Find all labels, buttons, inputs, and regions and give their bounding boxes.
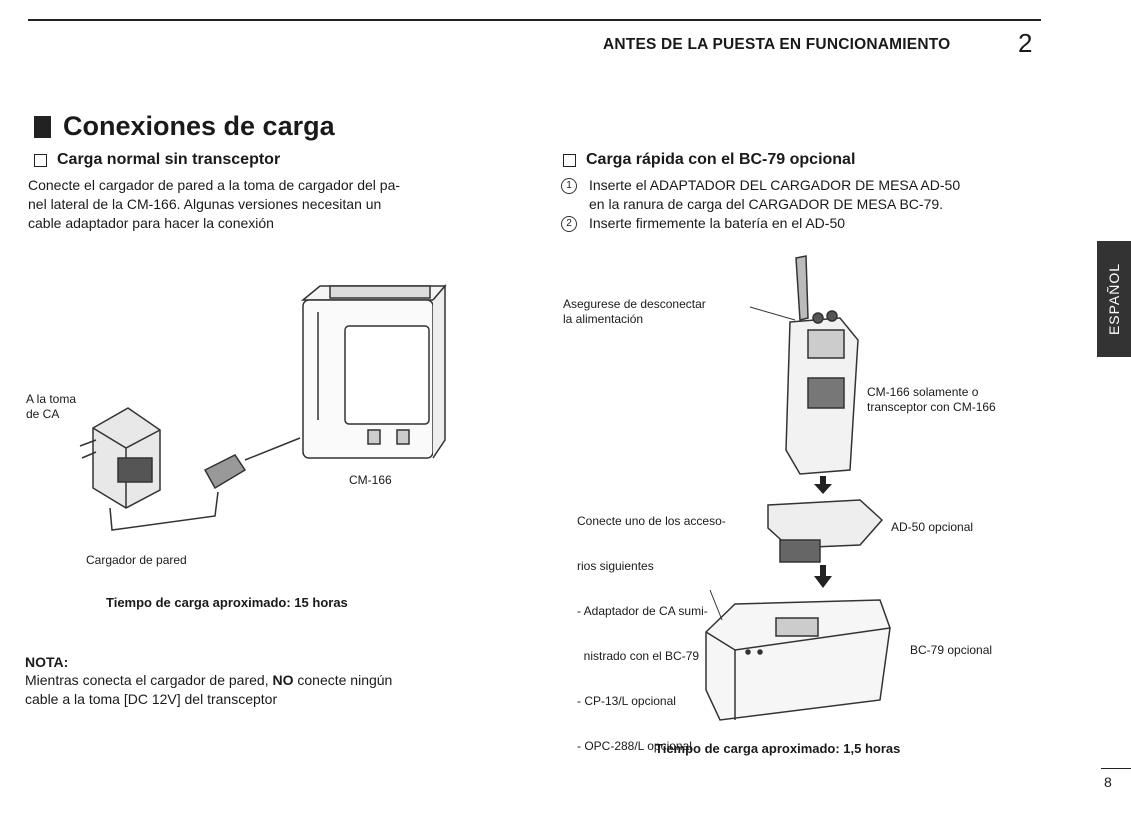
label-line: de CA <box>26 407 60 421</box>
ad50-adapter-illustration <box>768 500 882 562</box>
chapter-title: ANTES DE LA PUESTA EN FUNCIONAMIENTO <box>603 36 951 53</box>
transceiver-illustration <box>786 256 858 474</box>
step-line: en la ranura de carga del CARGADOR DE MESA BC-79. <box>589 196 944 212</box>
paragraph-line: nel lateral de la CM-166. Algunas versiones necesitan un <box>28 196 382 212</box>
label-line: nistrado con el BC-79 <box>577 649 700 663</box>
wall-charger-label: Cargador de pared <box>86 553 187 567</box>
steps-list <box>561 176 960 233</box>
label-line: transceptor con CM-166 <box>867 400 996 414</box>
note-text <box>25 671 392 709</box>
label-line: - Adaptador de CA sumi- <box>577 604 708 618</box>
paragraph-line: Conecte el cargador de pared a la toma de cargador del pa- <box>28 177 401 193</box>
bc79-label: BC-79 opcional <box>910 643 993 657</box>
page-number: 8 <box>1104 774 1112 790</box>
note-title: NOTA: <box>25 654 69 670</box>
ac-outlet-label <box>26 392 76 422</box>
language-tab-label: ESPAÑOL <box>1106 262 1122 336</box>
step-item <box>561 176 960 214</box>
accessories-label <box>577 484 726 769</box>
label-line: - CP-13/L opcional <box>577 694 676 708</box>
disconnect-label <box>563 297 706 327</box>
right-subtitle-text: Carga rápida con el BC-79 opcional <box>586 151 856 168</box>
bc79-charger-illustration <box>706 600 890 720</box>
label-line: la alimentación <box>563 312 644 326</box>
checkbox-icon <box>563 154 576 167</box>
label-line: CM-166 solamente o <box>867 385 979 399</box>
wall-charger-illustration <box>80 408 300 530</box>
label-line: A la toma <box>26 392 77 406</box>
step-item <box>561 214 960 233</box>
cm166-charger-illustration <box>303 286 445 458</box>
cm166-only-label <box>867 385 996 415</box>
label-line: Conecte uno de los acceso- <box>577 514 726 528</box>
step-line: Inserte firmemente la batería en el AD-50 <box>589 215 846 231</box>
note-line <box>25 671 392 690</box>
language-tab <box>1097 241 1131 357</box>
section-title-text: Conexiones de carga <box>63 111 335 141</box>
right-subtitle <box>563 151 855 169</box>
step-line: Inserte el ADAPTADOR DEL CARGADOR DE MESA AD-50 <box>589 177 961 193</box>
step-number: 1 <box>561 178 577 194</box>
chapter-number: 2 <box>1018 28 1033 58</box>
left-subtitle-text: Carga normal sin transceptor <box>57 151 281 168</box>
ad50-label: AD-50 opcional <box>891 520 974 534</box>
page-number-rule <box>1101 768 1131 769</box>
note-line: cable a la toma [DC 12V] del transceptor <box>25 691 278 707</box>
paragraph-line: cable adaptador para hacer la conexión <box>28 215 274 231</box>
step-number: 2 <box>561 216 577 232</box>
note-text-part: Mientras conecta el cargador de pared, <box>25 672 273 688</box>
note-text-part: conecte ningún <box>293 672 393 688</box>
label-line: - OPC-288/L opcional <box>577 739 692 753</box>
label-line: rios siguientes <box>577 559 654 573</box>
label-line: Asegurese de desconectar <box>563 297 706 311</box>
cm166-label: CM-166 <box>349 473 392 487</box>
left-charge-time: Tiempo de carga aproximado: 15 horas <box>106 595 348 610</box>
note-emphasis: NO <box>272 672 294 688</box>
right-charge-time: Tiempo de carga aproximado: 1,5 horas <box>655 741 901 756</box>
